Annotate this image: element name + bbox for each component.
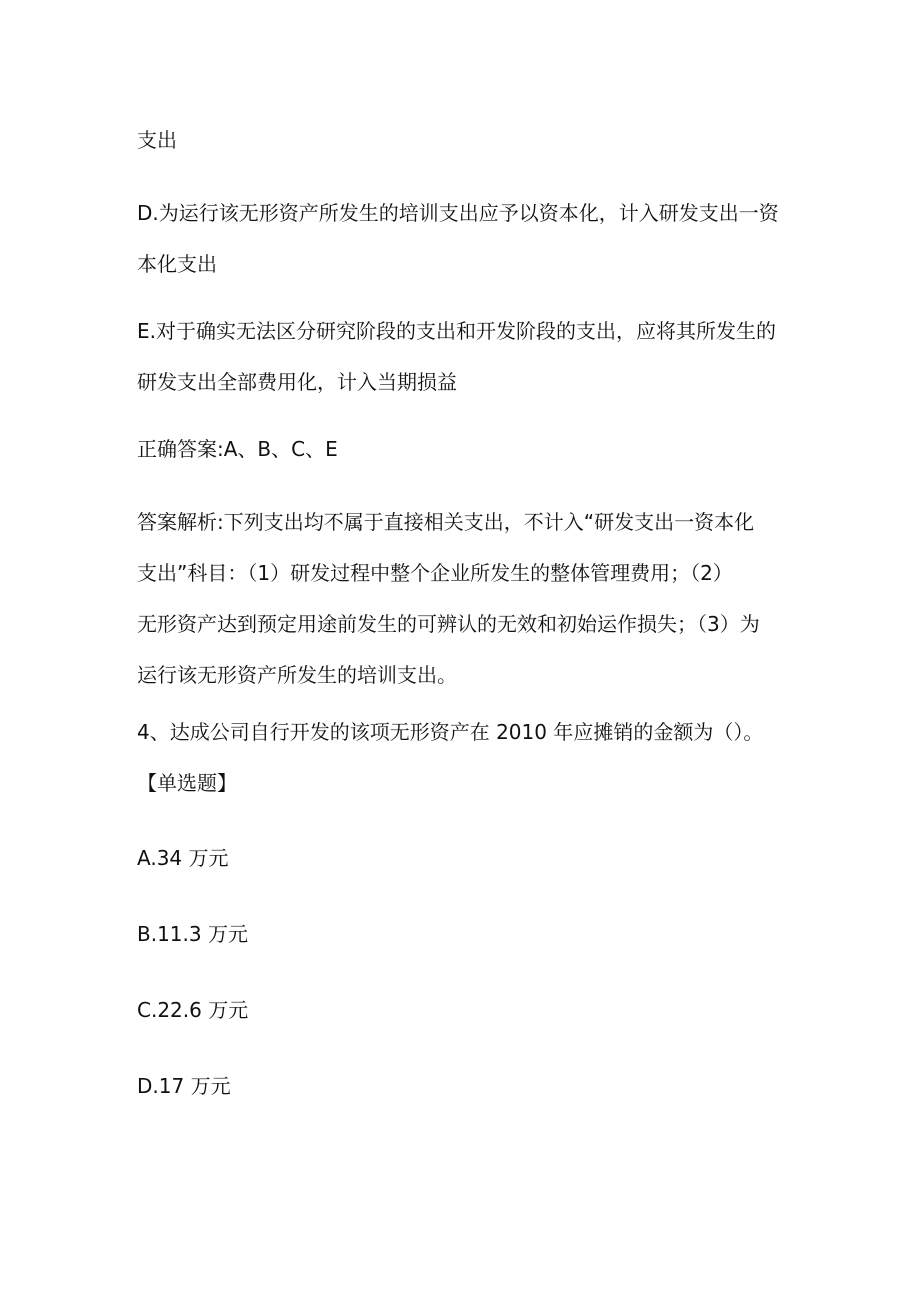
option-a: A.34 万元: [137, 846, 229, 870]
question-4-options: [137, 842, 787, 1102]
analysis-line-3: 无形资产达到预定用途前发生的可辨认的无效和初始运作损失；（3）为: [137, 612, 760, 636]
continuation-text: [137, 124, 787, 156]
option-d-line-1: D.为运行该无形资产所发生的培训支出应予以资本化，计入研发支出一资: [137, 201, 779, 225]
option-e-line-2: 研发支出全部费用化，计入当期损益: [137, 370, 457, 394]
option-e-line-1: E.对于确实无法区分研究阶段的支出和开发阶段的支出，应将其所发生的: [137, 319, 776, 343]
question-text: 4、达成公司自行开发的该项无形资产在 2010 年应摊销的金额为（）。: [137, 720, 764, 744]
analysis-line-4: 运行该无形资产所发生的培训支出。: [137, 663, 457, 687]
correct-answer-text: 正确答案:A、B、C、E: [137, 437, 338, 461]
question-4: [137, 716, 787, 799]
analysis-line-2: 支出”科目：（1）研发过程中整个企业所发生的整体管理费用；（2）: [137, 561, 733, 585]
option-b: B.11.3 万元: [137, 922, 248, 946]
continuation-line: 支出: [137, 128, 177, 152]
option-d-previous: [137, 197, 787, 280]
option-d: D.17 万元: [137, 1074, 231, 1098]
analysis-line-1: 答案解析:下列支出均不属于直接相关支出，不计入“研发支出一资本化: [137, 510, 755, 534]
answer-analysis: [137, 506, 787, 691]
option-d-line-2: 本化支出: [137, 252, 217, 276]
question-type: 【单选题】: [137, 771, 237, 795]
option-c: C.22.6 万元: [137, 998, 249, 1022]
option-e-previous: [137, 315, 787, 398]
correct-answer: [137, 433, 787, 465]
